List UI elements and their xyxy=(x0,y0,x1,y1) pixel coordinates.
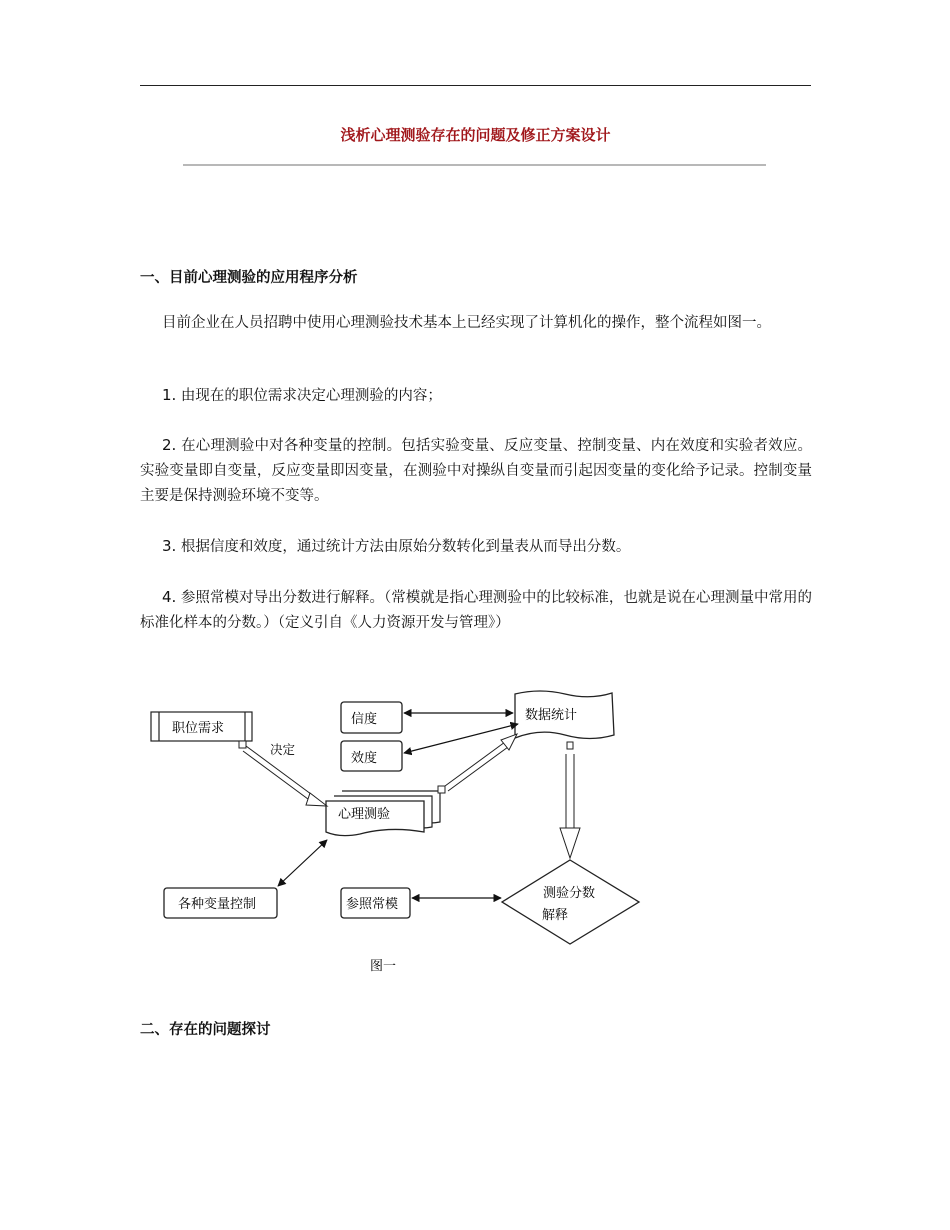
node-psych-test xyxy=(326,791,440,836)
list-item-number: 1. xyxy=(162,386,177,404)
list-item-number: 2. xyxy=(162,436,177,454)
node-data-stats xyxy=(515,691,614,739)
node-norm-reference xyxy=(341,888,410,918)
list-item-text: 根据信度和效度，通过统计方法由原始分数转化到量表从而导出分数。 xyxy=(176,539,631,555)
node-job-demand xyxy=(151,712,252,741)
node-psych-test-label: 心理测验 xyxy=(337,807,391,822)
node-score-interpret xyxy=(502,860,639,944)
edge-test-variables xyxy=(278,840,327,886)
section1-heading: 一、目前心理测验的应用程序分析 xyxy=(140,270,358,286)
list-item-text: 由现在的职位需求决定心理测验的内容； xyxy=(176,388,442,404)
page-title: 浅析心理测验存在的问题及修正方案设计 xyxy=(340,126,611,144)
node-variable-control-label: 各种变量控制 xyxy=(177,897,257,912)
list-item-number: 3. xyxy=(162,537,177,555)
edge-test-to-stats xyxy=(438,734,517,793)
node-norm-reference-label: 参照常模 xyxy=(345,897,399,912)
edge-validity-stats xyxy=(404,724,518,753)
node-validity-label: 效度 xyxy=(350,751,378,766)
node-reliability xyxy=(341,702,402,733)
edge-stats-to-interpret xyxy=(560,742,580,858)
edge-label-decide: 决定 xyxy=(270,742,296,757)
node-data-stats-label: 数据统计 xyxy=(524,708,578,723)
node-job-demand-label: 职位需求 xyxy=(171,721,225,736)
node-score-interpret-label-1: 测验分数 xyxy=(542,886,596,901)
list-item-number: 4. xyxy=(162,588,177,606)
node-validity xyxy=(341,741,402,771)
node-variable-control xyxy=(164,888,277,918)
node-score-interpret-label-2: 解释 xyxy=(541,908,569,923)
list-item-text: 在心理测验中对各种变量的控制。包括实验变量、反应变量、控制变量、内在效度和实验者效应。实验变量即自变量，反应变量即因变量，在测验中对操纵自变量而引起因变量的变化给予记录。控制变量主要是保持测验环境不变等。 xyxy=(140,438,812,504)
section2-heading: 二、存在的问题探讨 xyxy=(140,1022,271,1038)
node-reliability-label: 信度 xyxy=(350,712,378,727)
list-item-text: 参照常模对导出分数进行解释。（常模就是指心理测验中的比较标准，也就是说在心理测量中常用的标准化样本的分数。）（定义引自《人力资源开发与管理》） xyxy=(140,590,812,631)
figure-caption: 图一 xyxy=(369,959,397,974)
section1-intro: 目前企业在人员招聘中使用心理测验技术基本上已经实现了计算机化的操作，整个流程如图一。 xyxy=(162,315,771,331)
